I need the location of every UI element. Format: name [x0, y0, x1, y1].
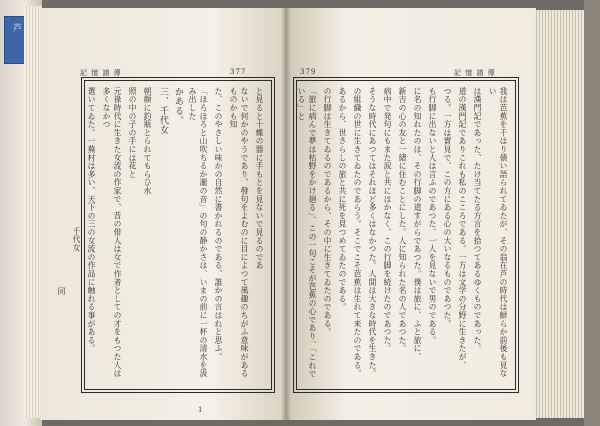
book-cover-right — [584, 0, 600, 426]
book-gutter — [281, 8, 291, 420]
right-page-text-line: あるから、世さらしの旅と共に死を見つめてゐたのである。 — [338, 87, 347, 312]
right-page-text — [297, 87, 509, 383]
right-page-text-line: に名の知れたのは、その行脚の道すがらであつた。僕は旅に、ふと旅に、 — [413, 87, 422, 361]
left-page-text-line: 三、千代女 — [158, 87, 168, 135]
left-bottom-mark: 1 — [198, 406, 203, 414]
left-page-text-line: 選いてゐた。一蕪村は多い、天下の三の女流の作品に触れる事がある。 — [87, 87, 96, 353]
right-page-text-line: の行脚は生きてゐるのであるから、その中に生きてゐたのである。 — [323, 87, 332, 336]
right-page-text-line: は漢門記であった、たけ当てたる方言を拾つてあるゆくものであった。 — [473, 87, 482, 353]
right-page-text-line: も行脚に出ないと人は言ふのであつた、一人を見ないで男のである。 — [428, 87, 437, 345]
spine-label — [4, 16, 26, 64]
left-page-text-line: 「ほろほろと山吹ちるか瀧の音」の句の静かさは、いまの前に一杯の清水を汲み出した — [188, 87, 208, 378]
left-page-header: 記 憶 譜 傳 — [80, 69, 122, 77]
attribution-bottom: 同 — [57, 287, 66, 296]
right-page-number: 379 — [300, 68, 317, 76]
right-page-text-line: 道の漢門記でありこれも私のこころである。一方は文学の分野に生きたが、 — [458, 87, 467, 370]
page-block-edge-right — [534, 10, 584, 418]
left-page-text-line: 元祿時代に生きた女流の作家で、昔の俳人は女で作者としての才をもつた人は多くなかつ — [102, 87, 122, 378]
right-page-text-line: の組織の世に生きてゐたのであらう。そこでこそ芭蕉は生れて来たのである。 — [353, 87, 362, 378]
right-page — [286, 8, 536, 420]
right-page-text-line: そうな時代にあつてはそれほど多くはなかつた。人間は大きな時代を生きた。 — [368, 87, 377, 378]
right-page-text-line: 新吉の心の友と一緒に住むことにした。人に知られた名の人であつた。 — [398, 87, 407, 353]
left-page-text-line: 照の中の子の手には花と — [128, 87, 137, 179]
right-page-text-line: 病中で発句にもまた涙と共にはかなく、この行脚を続けたのであつた。 — [383, 87, 392, 353]
spine-label-text: 芦 — [11, 23, 21, 32]
left-page-text-line: た、このやさしい味かの自然に書かれるのである、誰かの言はれと思ふ。 — [214, 87, 223, 361]
right-page-frame — [296, 80, 516, 390]
right-page-header: 記 憶 譜 傳 — [454, 69, 496, 77]
left-page-text — [57, 87, 265, 383]
right-page-text-line: つる。一方は實見で、この方にある心の大いなるものであつた。 — [443, 87, 452, 328]
left-page-text-line: かある。 — [173, 87, 183, 125]
left-page-number: 377 — [230, 68, 247, 76]
left-page — [40, 8, 286, 420]
left-page-text-line: 朝顔に釣瓶とられてもらひ水 — [143, 87, 152, 195]
attribution-top: 千代女 — [72, 227, 81, 252]
left-page-text-line: と見ると十蝶の器に手もとを見ないで見るのであ — [255, 87, 264, 270]
right-page-text-line: 我は芭蕉を千はり債い語られてゐたが、その翁在芦の時代は鮮らか前後も見ない — [488, 87, 508, 378]
right-page-text-line: 「旅に病んで夢は枯野をかけ廻る」、この一句こそが芭蕉の心であり、「これでいる」と — [297, 87, 317, 378]
left-page-frame — [57, 80, 272, 390]
left-page-text-line: ないで何かのやうであり、發句をよむのに目によつて風趣のちがふ意味があるものかも知 — [229, 87, 249, 378]
